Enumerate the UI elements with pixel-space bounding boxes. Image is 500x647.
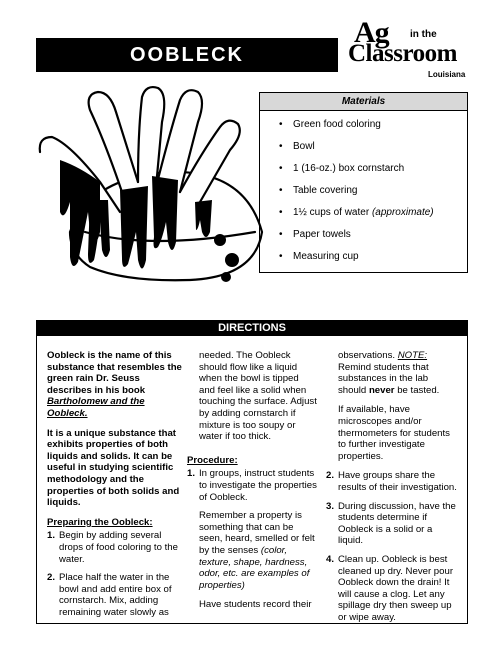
procedure-step-1: 1. In groups, instruct students to investigate the properties of Oobleck. [187, 468, 317, 503]
directions-box [36, 320, 468, 624]
procedure-step-3: 3. During discussion, have the students determine if Oobleck is a solid or a liquid. [326, 500, 456, 547]
directions-column-1 [47, 350, 183, 625]
list-item: • Measuring cup [279, 251, 467, 263]
list-item: • Paper towels [279, 229, 467, 241]
list-item: • 1½ cups of water (approximate) [279, 207, 467, 219]
logo-state: Louisiana [428, 70, 466, 79]
list-item: • Bowl [279, 141, 467, 153]
logo-in-the: in the [410, 29, 437, 40]
procedure-heading: Procedure: [187, 454, 238, 466]
materials-list [260, 119, 467, 263]
materials-heading: Materials [260, 93, 467, 111]
procedure-step-1-note: observations. NOTE: Remind students that substances in the lab should never be tasted. [338, 350, 440, 396]
procedure-step-1-extra: If available, have microscopes and/or thermometers for students to further investigate properties. [338, 404, 450, 462]
logo-ag: Ag [354, 16, 389, 49]
procedure-step-1-record: Have students record their [199, 599, 312, 611]
directions-column-3 [326, 350, 458, 630]
oobleck-hand-illustration [30, 82, 276, 290]
procedure-step-1-detail: Remember a property is something that can be seen, heard, smelled or felt by the senses (color, texture, shape, hardness, odor, etc. are examples of properties) [199, 510, 315, 591]
intro-paragraph-2: It is a unique substance that exhibits properties of both liquids and solids. It can be useful in studying scientific methodology and the properties of both solids and liquids. [47, 427, 180, 509]
preparing-heading: Preparing the Oobleck: [47, 516, 153, 528]
intro-paragraph-1: Oobleck is the name of this substance that resembles the green rain Dr. Seuss describes in his book Bartholomew and the Oobleck. [47, 350, 182, 419]
procedure-step-2: 2. Have groups share the results of their investigation. [326, 470, 457, 493]
prep-step-1: 1. Begin by adding several drops of food coloring to the water. [47, 530, 178, 565]
list-item: • 1 (16-oz.) box cornstarch [279, 163, 467, 175]
list-item: • Table covering [279, 185, 467, 197]
prep-step-2: 2. Place half the water in the bowl and add entire box of cornstarch. Mix, adding remaining water slowly as [47, 572, 172, 618]
procedure-step-4: 4. Clean up. Oobleck is best cleaned up dry. Never pour Oobleck down the drain! It will cause a clog. Let any spillage dry then sweep up or wipe away. [326, 553, 454, 623]
directions-heading: DIRECTIONS [37, 321, 467, 336]
ag-in-the-classroom-logo [348, 16, 466, 78]
list-item: • Green food coloring [279, 119, 467, 131]
page-title: OOBLECK [36, 38, 338, 72]
materials-box [259, 92, 468, 273]
logo-classroom: Classroom [348, 40, 457, 67]
prep-step-2-continued: needed. The Oobleck should flow like a liquid when the bowl is tipped and feel like a solid when touching the surface. Adjust by adding cornstarch if mixture is too soupy or water if too thick. [199, 350, 317, 443]
directions-column-2 [187, 350, 317, 619]
